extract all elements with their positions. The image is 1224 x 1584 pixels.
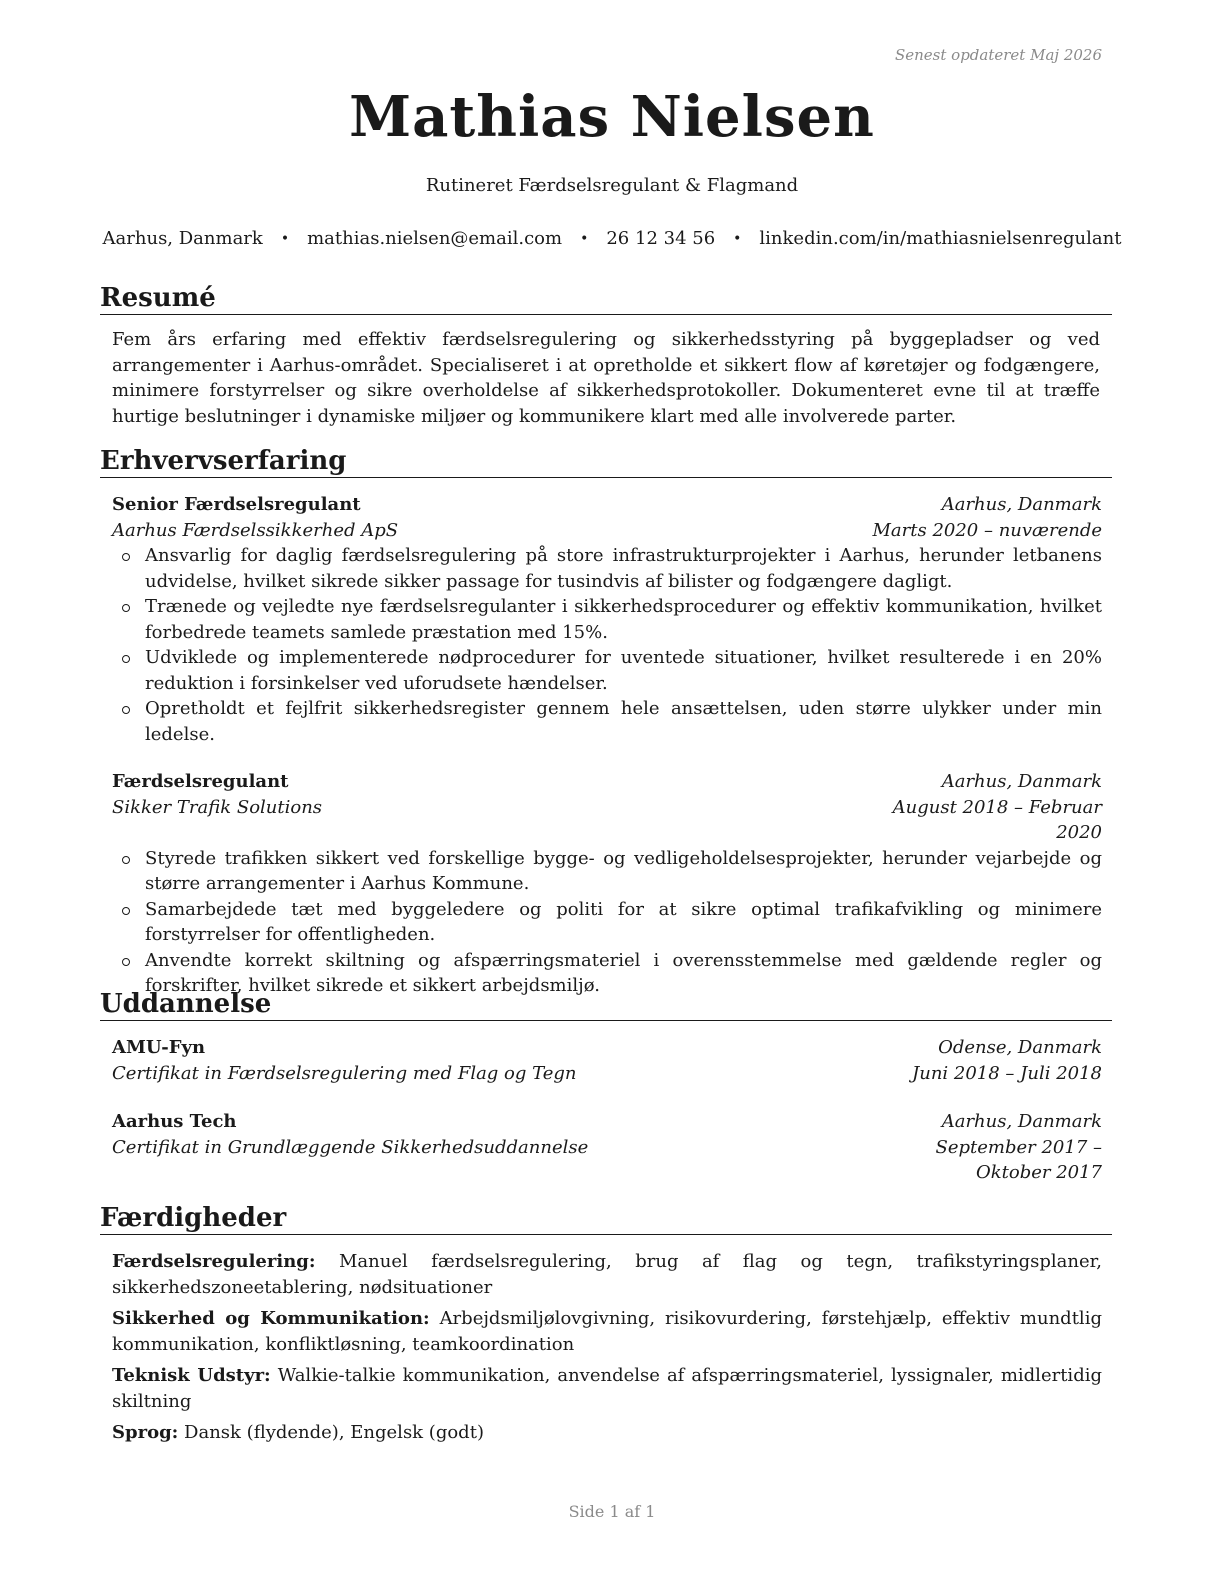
school-location: Aarhus, Danmark — [941, 1111, 1102, 1132]
last-updated: Senest opdateret Maj 2026 — [894, 46, 1102, 64]
bullet-text: Styrede trafikken sikkert ved forskellige bygge- og vedligeholdelsesprojekter, herunder vejarbejde og større arrangementer i Aarhus Kommune. — [145, 847, 1102, 894]
skill-label: Teknisk Udstyr: — [112, 1365, 271, 1386]
separator-dot: • — [280, 231, 290, 247]
section-heading-education: Uddannelse — [100, 988, 1112, 1021]
separator-dot: • — [580, 231, 589, 247]
job-company: Aarhus Færdselssikkerhed ApS — [112, 519, 399, 541]
skill-text: Walkie-talkie kommunikation, anvendelse af afspærringsmateriel, lyssignaler, midlertidig skiltning — [112, 1365, 1102, 1412]
job-dates: August 2018 – Februar 2020 — [892, 796, 1102, 843]
skill-label: Sprog: — [112, 1422, 179, 1443]
skill-item — [112, 1363, 1102, 1414]
bullet-text: Samarbejdede tæt med byggeledere og politi for at sikre optimal trafikafvikling og minimere forstyrrelser for offentligheden. — [145, 898, 1102, 945]
education-entry — [112, 1035, 1102, 1086]
contact-phone: 26 12 34 56 — [606, 228, 716, 249]
candidate-title: Rutineret Færdselsregulant & Flagmand — [425, 175, 799, 196]
bullet-icon — [122, 907, 130, 915]
program-name: Certifikat in Grundlæggende Sikkerhedsuddannelse — [112, 1136, 589, 1158]
list-item — [112, 594, 1102, 645]
bullet-text: Udviklede og implementerede nødprocedurer for uventede situationer, hvilket resulterede i en 20% reduktion i forsinkelser ved uforudsete hændelser. — [145, 647, 1102, 694]
skills-section — [100, 1202, 1112, 1452]
bullet-text: Trænede og vejledte nye færdselsregulanter i sikkerhedsprocedurer og effektiv kommunikation, hvilket forbedrede teamets samlede præstation med 15%. — [145, 596, 1102, 643]
bullet-text: Opretholdt et fejlfrit sikkerhedsregister gennem hele ansættelsen, uden større ulykker under min ledelse. — [145, 698, 1102, 745]
skill-label: Færdselsregulering: — [112, 1251, 316, 1272]
education-section — [100, 988, 1112, 1186]
list-item — [112, 645, 1102, 696]
section-heading-skills: Færdigheder — [100, 1202, 1112, 1235]
skills-list — [112, 1249, 1102, 1446]
contact-email[interactable]: mathias.nielsen@email.com — [307, 228, 563, 249]
contact-line — [0, 228, 1224, 249]
list-item — [112, 543, 1102, 594]
education-dates: September 2017 – Oktober 2017 — [935, 1136, 1102, 1183]
bullet-icon — [122, 604, 130, 612]
bullet-icon — [122, 553, 130, 561]
bullet-text: Ansvarlig for daglig færdselsregulering på store infrastrukturprojekter i Aarhus, herunder letbanens udvidelse, hvilket sikrede sikker passage for tusindvis af bilister og fodgængere dagligt. — [145, 545, 1102, 592]
job-bullets — [112, 543, 1102, 747]
job-company: Sikker Trafik Solutions — [112, 796, 323, 818]
job-bullets — [112, 846, 1102, 999]
bullet-icon — [122, 856, 130, 864]
contact-linkedin[interactable]: linkedin.com/in/mathiasnielsenregulant — [759, 228, 1122, 249]
job-role: Senior Færdselsregulant — [112, 494, 361, 515]
education-dates: Juni 2018 – Juli 2018 — [912, 1062, 1102, 1084]
bullet-icon — [122, 655, 130, 663]
section-heading-summary: Resumé — [100, 282, 1112, 315]
skill-item — [112, 1249, 1102, 1300]
skill-item — [112, 1306, 1102, 1357]
bullet-icon — [122, 706, 130, 714]
school-name: AMU-Fyn — [112, 1037, 206, 1058]
job-location: Aarhus, Danmark — [941, 771, 1102, 792]
summary-section — [100, 282, 1112, 429]
school-name: Aarhus Tech — [112, 1111, 237, 1132]
skill-item — [112, 1420, 1102, 1446]
skill-text: Manuel færdselsregulering, brug af flag og tegn, trafikstyringsplaner, sikkerhedszoneetablering, nødsituationer — [112, 1251, 1102, 1298]
candidate-name: Mathias Nielsen — [349, 84, 875, 150]
bullet-icon — [122, 958, 130, 966]
list-item — [112, 897, 1102, 948]
program-name: Certifikat in Færdselsregulering med Flag og Tegn — [112, 1062, 577, 1084]
summary-text: Fem års erfaring med effektiv færdselsregulering og sikkerhedsstyring på byggepladser og ved arrangementer i Aarhus-området. Specialiseret i at opretholde et sikkert flow af køretøjer og fodgængere, minimere forstyrrelser og sikre overholdelse af sikkerhedsprotokoller. Dokumenteret evne til at træffe hurtige beslutninger i dynamiske miljøer og kommunikere klart med alle involverede parter. — [112, 329, 1100, 427]
education-entry — [112, 1109, 1102, 1186]
list-item — [112, 696, 1102, 747]
job-entry — [112, 769, 1102, 999]
job-dates: Marts 2020 – nuværende — [872, 519, 1102, 541]
contact-location: Aarhus, Danmark — [102, 228, 263, 249]
bullet-text: Anvendte korrekt skiltning og afspærringsmateriel i overensstemmelse med gældende regler og forskrifter, hvilket sikrede et sikkert arbejdsmiljø. — [145, 949, 1102, 996]
skill-label: Sikkerhed og Kommunikation: — [112, 1308, 430, 1329]
experience-section — [100, 445, 1112, 999]
job-location: Aarhus, Danmark — [941, 494, 1102, 515]
job-entry — [112, 492, 1102, 747]
page-number: Side 1 af 1 — [568, 1502, 656, 1521]
skill-text: Arbejdsmiljølovgivning, risikovurdering, førstehjælp, effektiv mundtlig kommunikation, konfliktløsning, teamkoordination — [112, 1308, 1102, 1355]
list-item — [112, 846, 1102, 897]
separator-dot: • — [733, 231, 742, 247]
section-heading-experience: Erhvervserfaring — [100, 445, 1112, 478]
skill-text: Dansk (flydende), Engelsk (godt) — [184, 1422, 484, 1443]
job-role: Færdselsregulant — [112, 771, 289, 792]
school-location: Odense, Danmark — [938, 1037, 1102, 1058]
